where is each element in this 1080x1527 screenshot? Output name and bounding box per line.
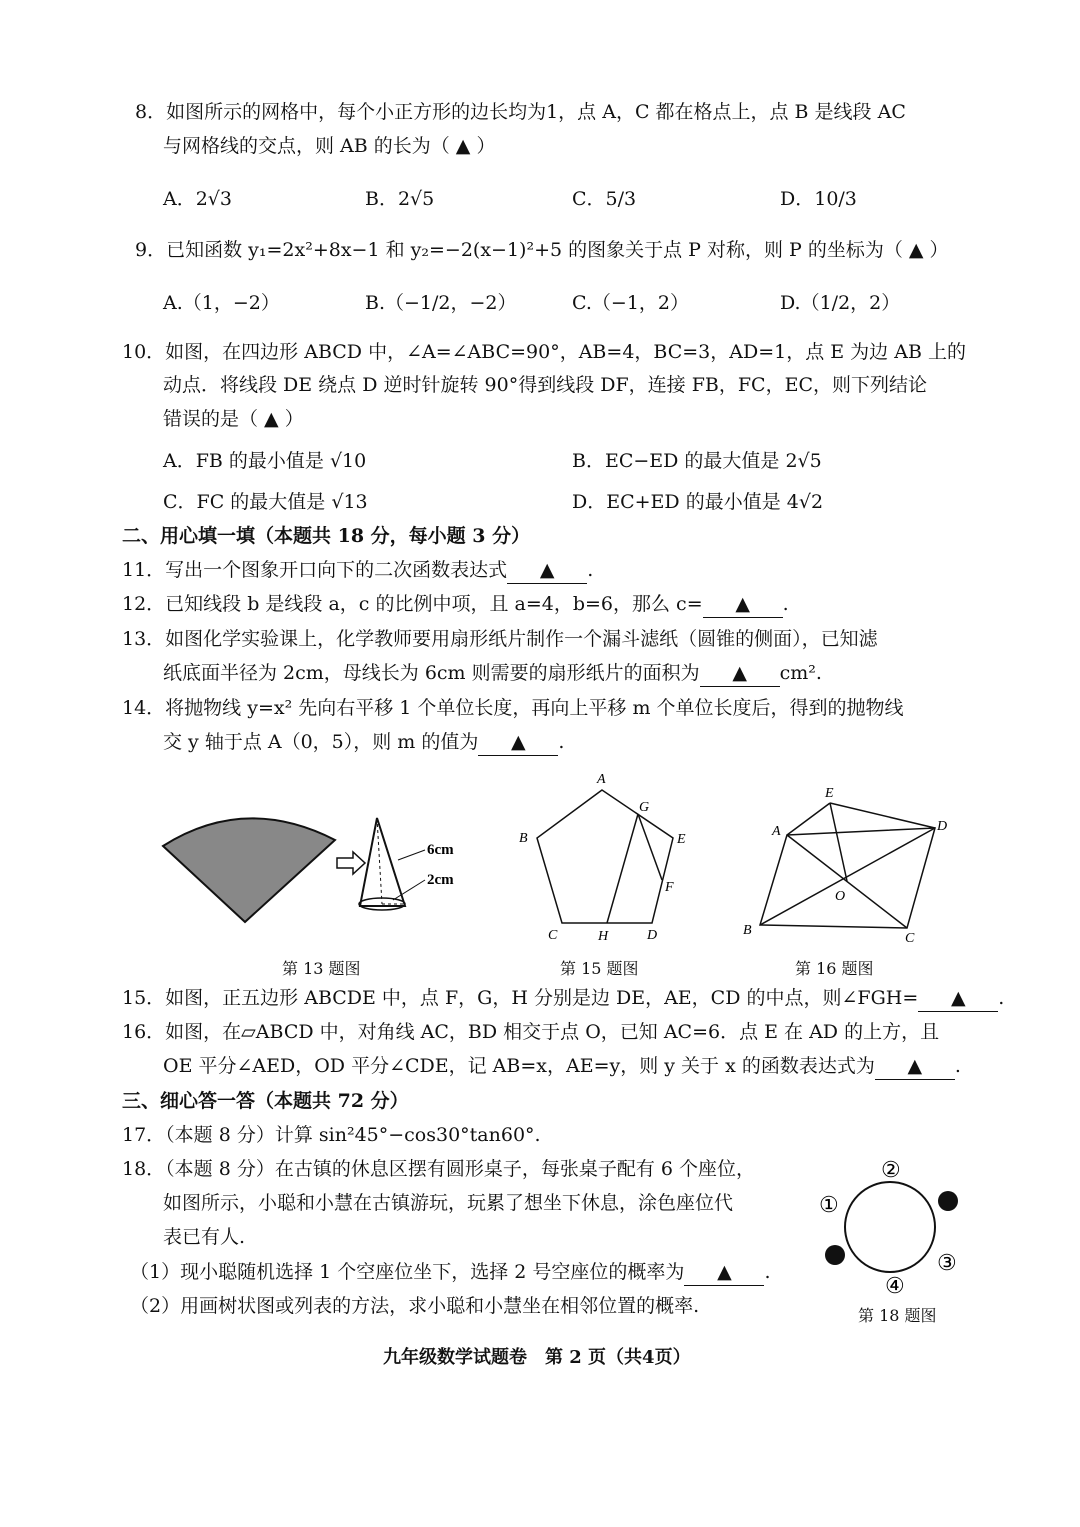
segment-gh xyxy=(607,814,638,923)
q16-line2: OE 平分∠AED，OD 平分∠CDE，记 AB=x，AE=y，则 y 关于 x 的函数表达式为 xyxy=(163,1055,875,1077)
figure-18 xyxy=(815,1155,965,1305)
diagonal-ac xyxy=(787,835,907,928)
label-a: A xyxy=(597,772,606,787)
figure-18-caption: 第 18 题图 xyxy=(858,1306,937,1325)
label-f: F xyxy=(665,880,674,895)
q10-option-a: A．FB 的最小值是 √10 xyxy=(163,450,367,472)
q10-option-c: C．FC 的最大值是 √13 xyxy=(163,491,368,513)
q13-blank: ▲ xyxy=(700,661,780,687)
q13-line2-wrap xyxy=(163,661,822,687)
label-2cm: 2cm xyxy=(427,872,454,888)
q18-line1: 18．（本题 8 分）在古镇的休息区摆有圆形桌子，每张桌子配有 6 个座位， xyxy=(122,1158,756,1180)
seat-1: ① xyxy=(819,1192,839,1217)
q11-text: 11．写出一个图象开口向下的二次函数表达式 ▲ . xyxy=(122,558,593,584)
occupied-seat-bottom-left xyxy=(825,1245,845,1265)
q18-part1: （1）现小聪随机选择 1 个空座位坐下，选择 2 号空座位的概率为 xyxy=(130,1261,685,1283)
label-o: O xyxy=(835,889,846,904)
q16-line2-wrap: OE 平分∠AED，OD 平分∠CDE，记 AB=x，AE=y，则 y 关于 x 的函数表达式为 ▲ . xyxy=(163,1054,961,1080)
q8-option-b: B．2√5 xyxy=(365,188,435,210)
seat-2: ② xyxy=(881,1157,901,1182)
figure-16 xyxy=(735,780,965,950)
cone-shape xyxy=(360,818,405,906)
table-circle xyxy=(845,1182,935,1272)
label-h: H xyxy=(598,929,609,944)
q17-text: 17．（本题 8 分）计算 sin²45°−cos30°tan60°. xyxy=(122,1124,541,1146)
section-2-heading: 二、用心填一填（本题共 18 分，每小题 3 分） xyxy=(122,525,531,547)
section-3-heading: 三、细心答一答（本题共 72 分） xyxy=(122,1090,409,1112)
q18-blank: ▲ xyxy=(684,1260,764,1286)
q8-option-d: D．10/3 xyxy=(780,188,857,210)
q12-blank: ▲ xyxy=(703,592,783,618)
q9-text: 9．已知函数 y₁=2x²+8x−1 和 y₂=−2(x−1)²+5 的图象关于点 P 对称，则 P 的坐标为（ ▲ ） xyxy=(135,239,949,261)
q9-option-d: D.（1/2，2） xyxy=(780,292,901,314)
figure-16-caption: 第 16 题图 xyxy=(795,959,874,978)
q18-part2: （2）用画树状图或列表的方法，求小聪和小慧坐在相邻位置的概率. xyxy=(130,1295,700,1317)
label-d: D xyxy=(647,928,658,943)
label-c: C xyxy=(905,931,915,946)
q8-option-a: A．2√3 xyxy=(163,188,233,210)
q13-unit: cm². xyxy=(779,662,822,684)
q10-option-d: D．EC+ED 的最小值是 4√2 xyxy=(572,491,824,513)
pentagon xyxy=(537,790,673,923)
q10-line3: 错误的是（ ▲ ） xyxy=(163,408,304,430)
q8-option-c: C．5/3 xyxy=(572,188,637,210)
q12-stem: 12．已知线段 b 是线段 a，c 的比例中项，且 a=4，b=6，那么 c= xyxy=(122,593,703,615)
q18-line2: 如图所示，小聪和小慧在古镇游玩，玩累了想坐下休息，涂色座位代 xyxy=(163,1192,734,1214)
figure-13 xyxy=(155,800,485,930)
segment-gf xyxy=(638,814,662,880)
q16-line1: 16．如图，在▱ABCD 中，对角线 AC，BD 相交于点 O，已知 AC=6．点 E 在 AD 的上方，且 xyxy=(122,1021,940,1043)
occupied-seat-top-right xyxy=(938,1191,958,1211)
q15-blank: ▲ xyxy=(918,986,998,1012)
label-a: A xyxy=(772,824,781,839)
label-g: G xyxy=(639,800,650,815)
q13-line2: 纸底面半径为 2cm，母线长为 6cm 则需要的扇形纸片的面积为 xyxy=(163,662,700,684)
q8-line2: 与网格线的交点，则 AB 的长为（ ▲ ） xyxy=(163,135,496,157)
q16-blank: ▲ xyxy=(875,1054,955,1080)
q18-line3: 表已有人. xyxy=(163,1226,246,1248)
q11-stem: 11．写出一个图象开口向下的二次函数表达式 xyxy=(122,559,508,581)
page-footer: 九年级数学试题卷 第 2 页（共4页） xyxy=(383,1347,691,1368)
sector-shape xyxy=(163,818,335,922)
seat-3: ③ xyxy=(937,1250,957,1275)
q9-option-c: C.（−1，2） xyxy=(572,292,689,314)
figure-13-caption: 第 13 题图 xyxy=(282,959,361,978)
figure-15 xyxy=(510,770,690,945)
label-d: D xyxy=(937,819,948,834)
arrow-icon xyxy=(337,852,365,874)
q10-line2: 动点．将线段 DE 绕点 D 逆时针旋转 90°得到线段 DF，连接 FB，FC，EC，则下列结论 xyxy=(163,374,927,396)
q13-line1: 13．如图化学实验课上，化学教师要用扇形纸片制作一个漏斗滤纸（圆锥的侧面），已知滤 xyxy=(122,628,878,650)
q9-option-a: A.（1，−2） xyxy=(163,292,280,314)
label-c: C xyxy=(548,928,558,943)
segment-eo xyxy=(830,803,847,881)
q14-line2-wrap: 交 y 轴于点 A（0，5），则 m 的值为 ▲ . xyxy=(163,730,564,756)
q18-part1-wrap: （1）现小聪随机选择 1 个空座位坐下，选择 2 号空座位的概率为 ▲ . xyxy=(130,1260,770,1286)
q9-option-b: B.（−1/2，−2） xyxy=(365,292,517,314)
q10-option-b: B．EC−ED 的最大值是 2√5 xyxy=(572,450,822,472)
q10-line1: 10．如图，在四边形 ABCD 中，∠A=∠ABC=90°，AB=4，BC=3，AD=1，点 E 为边 AB 上的 xyxy=(122,341,966,363)
q14-blank: ▲ xyxy=(478,730,558,756)
q8-line1: 8．如图所示的网格中，每个小正方形的边长均为1，点 A，C 都在格点上，点 B 是线段 AC xyxy=(135,101,906,123)
q12-text: 12．已知线段 b 是线段 a，c 的比例中项，且 a=4，b=6，那么 c= ▲ . xyxy=(122,592,789,618)
label-b: B xyxy=(519,831,528,846)
q14-line1: 14．将抛物线 y=x² 先向右平移 1 个单位长度，再向上平移 m 个单位长度后，得到的抛物线 xyxy=(122,697,904,719)
label-b: B xyxy=(743,923,752,938)
q11-blank: ▲ xyxy=(507,558,587,584)
diagonal-bd xyxy=(760,828,935,925)
q15-stem: 15．如图，正五边形 ABCDE 中，点 F，G，H 分别是边 DE，AE，CD 的中点，则∠FGH= xyxy=(122,987,919,1009)
label-e: E xyxy=(825,786,834,801)
label-e: E xyxy=(677,832,686,847)
figure-15-caption: 第 15 题图 xyxy=(560,959,639,978)
q14-line2: 交 y 轴于点 A（0，5），则 m 的值为 xyxy=(163,731,479,753)
seat-4: ④ xyxy=(885,1273,905,1298)
q15-text: 15．如图，正五边形 ABCDE 中，点 F，G，H 分别是边 DE，AE，CD 的中点，则∠FGH= ▲ . xyxy=(122,986,1004,1012)
label-6cm: 6cm xyxy=(427,842,454,858)
